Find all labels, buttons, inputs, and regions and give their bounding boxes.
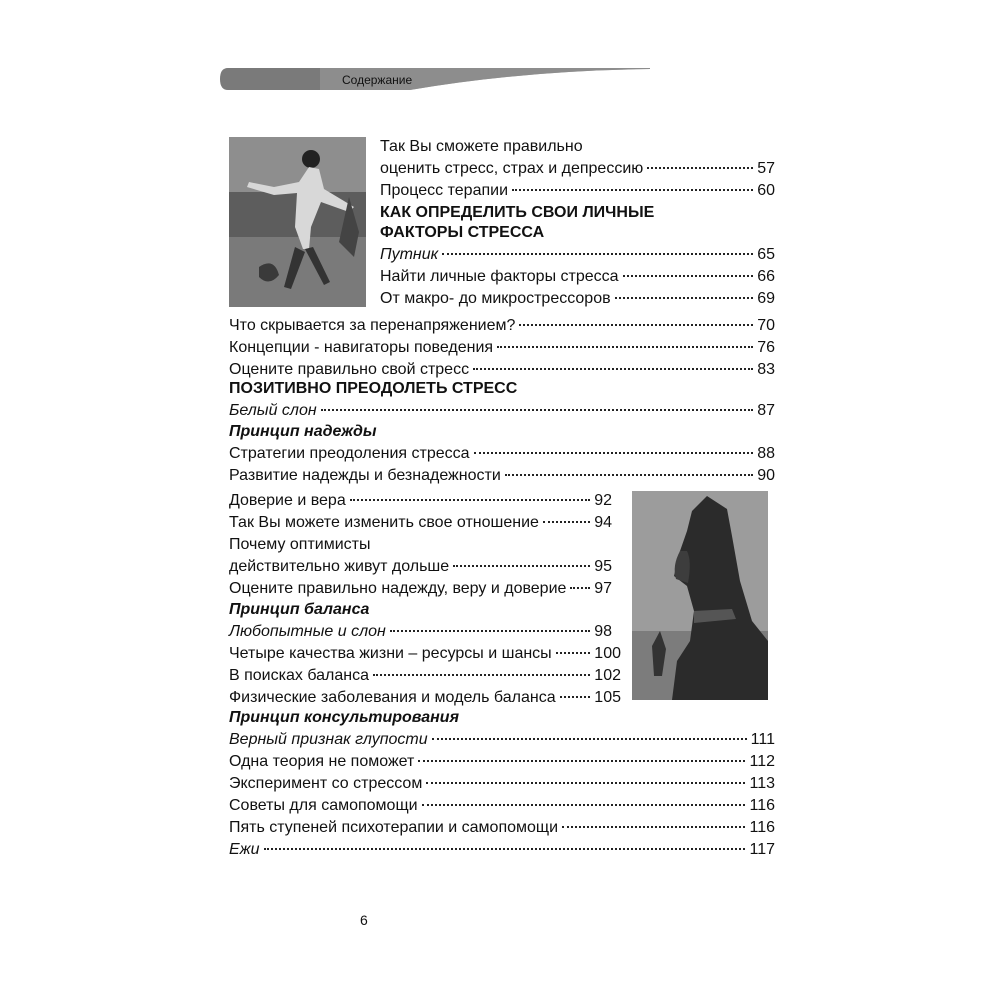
- toc-entry[interactable]: Белый слон 87: [229, 400, 775, 422]
- dot-leader: [373, 674, 590, 676]
- dot-leader: [570, 587, 590, 589]
- toc-entry[interactable]: От макро- до микрострессоров 69: [380, 288, 775, 310]
- page-number: 6: [360, 912, 368, 928]
- toc-entry[interactable]: Так Вы можете изменить свое отношение 94: [229, 512, 612, 534]
- dot-leader: [556, 652, 591, 654]
- dot-leader: [560, 696, 591, 698]
- dot-leader: [473, 368, 753, 370]
- toc-page-number: 66: [757, 268, 775, 285]
- dot-leader: [264, 848, 746, 850]
- chapter-heading: ПОЗИТИВНО ПРЕОДОЛЕТЬ СТРЕСС: [229, 380, 518, 397]
- dot-leader: [390, 630, 590, 632]
- toc-page-number: 100: [594, 645, 621, 662]
- dot-leader: [512, 189, 753, 191]
- toc-entry[interactable]: Физические заболевания и модель баланса 105: [229, 687, 621, 709]
- section-heading: Принцип баланса: [229, 601, 370, 618]
- dot-leader: [418, 760, 745, 762]
- dot-leader: [623, 275, 754, 277]
- toc-entry[interactable]: Любопытные и слон 98: [229, 621, 612, 643]
- toc-page-number: 65: [757, 246, 775, 263]
- chapter-heading: КАК ОПРЕДЕЛИТЬ СВОИ ЛИЧНЫЕ: [380, 204, 655, 221]
- toc-entry[interactable]: Стратегии преодоления стресса 88: [229, 443, 775, 465]
- toc-entry[interactable]: Так Вы сможете правильно: [380, 138, 583, 155]
- toc-page-number: 98: [594, 623, 612, 640]
- dot-leader: [432, 738, 747, 740]
- toc-page-number: 117: [749, 841, 775, 858]
- toc-entry[interactable]: Развитие надежды и безнадежности 90: [229, 465, 775, 487]
- toc-page-number: 70: [757, 317, 775, 334]
- toc-page-number: 116: [749, 797, 775, 814]
- dot-leader: [474, 452, 754, 454]
- dot-leader: [497, 346, 753, 348]
- toc-page-number: 105: [594, 689, 621, 706]
- toc-page-number: 83: [757, 361, 775, 378]
- toc-entry[interactable]: Концепции - навигаторы поведения 76: [229, 337, 775, 359]
- toc-entry[interactable]: Процесс терапии 60: [380, 180, 775, 202]
- toc-page-number: 116: [749, 819, 775, 836]
- dot-leader: [519, 324, 753, 326]
- dot-leader: [442, 253, 753, 255]
- toc-entry[interactable]: Доверие и вера 92: [229, 490, 612, 512]
- dot-leader: [647, 167, 753, 169]
- toc-page-number: 87: [757, 402, 775, 419]
- toc-entry[interactable]: Найти личные факторы стресса 66: [380, 266, 775, 288]
- toc-page-number: 94: [594, 514, 612, 531]
- toc-entry[interactable]: Что скрывается за перенапряжением? 70: [229, 315, 775, 337]
- toc-entry[interactable]: Путник 65: [380, 244, 775, 266]
- toc-page-number: 97: [594, 580, 612, 597]
- statue-photo: [632, 491, 768, 700]
- toc-page-number: 60: [757, 182, 775, 199]
- toc-entry[interactable]: Советы для самопомощи 116: [229, 795, 775, 817]
- dot-leader: [426, 782, 745, 784]
- toc-page-number: 90: [757, 467, 775, 484]
- dot-leader: [505, 474, 753, 476]
- dot-leader: [543, 521, 590, 523]
- toc-page-number: 102: [594, 667, 621, 684]
- dot-leader: [321, 409, 754, 411]
- chapter-heading: ФАКТОРЫ СТРЕССА: [380, 224, 545, 241]
- header-title: Содержание: [342, 73, 413, 87]
- toc-entry[interactable]: Эксперимент со стрессом 113: [229, 773, 775, 795]
- dot-leader: [422, 804, 746, 806]
- toc-page-number: 92: [594, 492, 612, 509]
- toc-entry[interactable]: Одна теория не поможет 112: [229, 751, 775, 773]
- header-bar: [220, 68, 650, 90]
- toc-entry[interactable]: В поисках баланса 102: [229, 665, 621, 687]
- toc-entry[interactable]: Оцените правильно надежду, веру и доверие 97: [229, 578, 612, 600]
- toc-page-number: 69: [757, 290, 775, 307]
- toc-entry[interactable]: Почему оптимисты: [229, 536, 371, 553]
- toc-entry[interactable]: действительно живут дольше 95: [229, 556, 612, 578]
- toc-entry[interactable]: оценить стресс, страх и депрессию 57: [380, 158, 775, 180]
- dot-leader: [562, 826, 745, 828]
- toc-entry[interactable]: Ежи 117: [229, 839, 775, 861]
- dot-leader: [350, 499, 590, 501]
- toc-page-number: 111: [750, 731, 775, 748]
- toc-page-number: 113: [749, 775, 775, 792]
- toc-page-number: 95: [594, 558, 612, 575]
- dancer-photo: [229, 137, 366, 307]
- section-heading: Принцип надежды: [229, 423, 377, 440]
- toc-page-number: 76: [757, 339, 775, 356]
- toc-entry[interactable]: Пять ступеней психотерапии и самопомощи 116: [229, 817, 775, 839]
- toc-entry[interactable]: Оцените правильно свой стресс 83: [229, 359, 775, 381]
- toc-entry[interactable]: Четыре качества жизни – ресурсы и шансы 100: [229, 643, 621, 665]
- dot-leader: [615, 297, 754, 299]
- toc-page-number: 57: [757, 160, 775, 177]
- toc-page-number: 88: [757, 445, 775, 462]
- toc-entry[interactable]: Верный признак глупости 111: [229, 729, 775, 751]
- dot-leader: [453, 565, 590, 567]
- toc-page-number: 112: [749, 753, 775, 770]
- section-heading: Принцип консультирования: [229, 709, 459, 726]
